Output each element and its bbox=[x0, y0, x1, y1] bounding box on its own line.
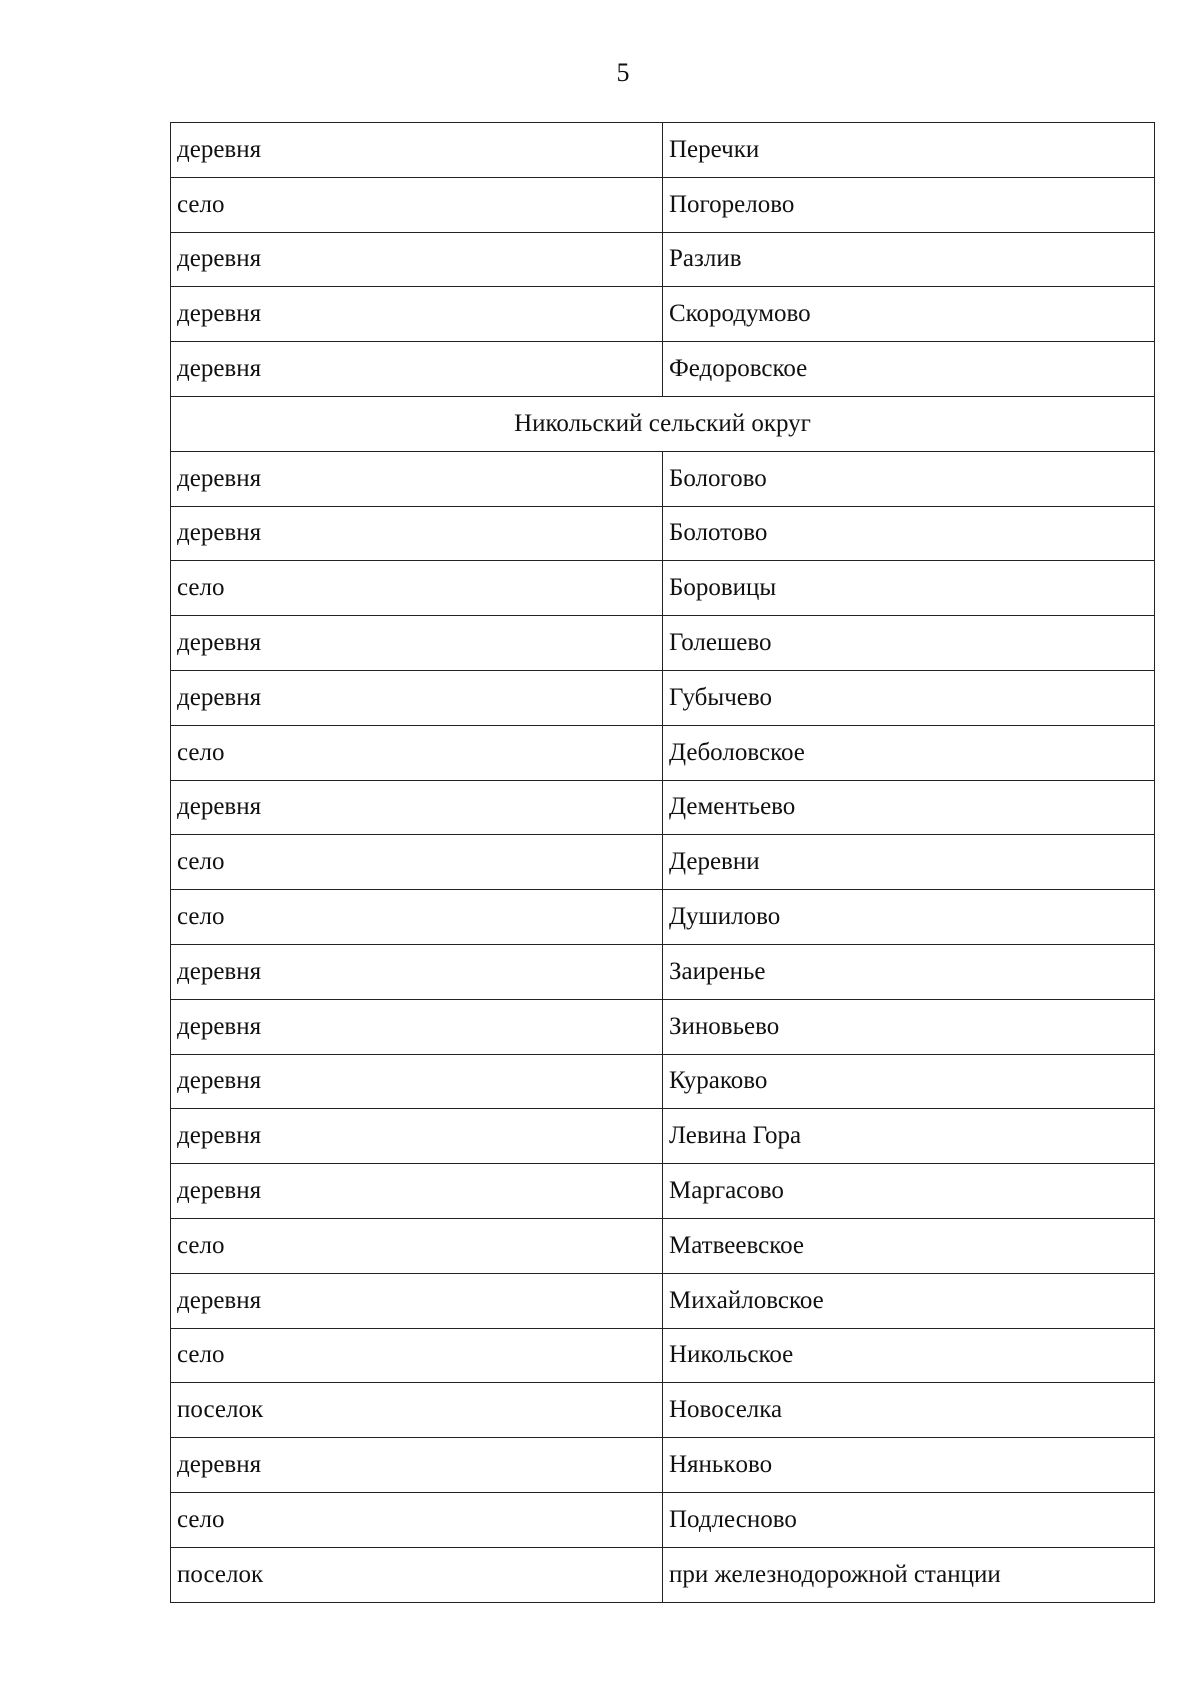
table-row bbox=[171, 451, 1155, 506]
table-row bbox=[171, 890, 1155, 945]
page-number: 5 bbox=[616, 58, 630, 87]
settlement-name-cell: Перечки bbox=[663, 123, 1155, 178]
settlement-name-cell: Федоровское bbox=[663, 342, 1155, 397]
settlement-name-cell: Новоселка bbox=[663, 1383, 1155, 1438]
table-row bbox=[171, 616, 1155, 671]
settlement-type-cell: деревня bbox=[171, 451, 663, 506]
table-row bbox=[171, 342, 1155, 397]
settlement-name-cell: Голешево bbox=[663, 616, 1155, 671]
table-row bbox=[171, 835, 1155, 890]
settlement-type-cell: село bbox=[171, 1328, 663, 1383]
table-row bbox=[171, 780, 1155, 835]
settlement-name-cell: Левина Гора bbox=[663, 1109, 1155, 1164]
settlement-type-cell: деревня bbox=[171, 287, 663, 342]
settlement-type-cell: деревня bbox=[171, 1438, 663, 1493]
settlements-table bbox=[170, 122, 1155, 1603]
table-row bbox=[171, 670, 1155, 725]
table-row bbox=[171, 1438, 1155, 1493]
settlement-name-cell: Скородумово bbox=[663, 287, 1155, 342]
table-row bbox=[171, 232, 1155, 287]
settlement-type-cell: деревня bbox=[171, 1054, 663, 1109]
table-row bbox=[171, 123, 1155, 178]
settlement-type-cell: деревня bbox=[171, 232, 663, 287]
table-row bbox=[171, 1328, 1155, 1383]
section-row bbox=[171, 396, 1155, 451]
table-row bbox=[171, 1164, 1155, 1219]
table-row bbox=[171, 561, 1155, 616]
table-row bbox=[171, 1109, 1155, 1164]
settlement-name-cell: Зиновьево bbox=[663, 999, 1155, 1054]
settlement-name-cell: Заиренье bbox=[663, 944, 1155, 999]
settlement-name-cell: Разлив bbox=[663, 232, 1155, 287]
table-row bbox=[171, 1218, 1155, 1273]
settlement-type-cell: деревня bbox=[171, 1164, 663, 1219]
settlements-table-body bbox=[171, 123, 1155, 1603]
settlement-name-cell: Нянькoво bbox=[663, 1438, 1155, 1493]
settlement-name-cell: при железнодорожной станции bbox=[663, 1547, 1155, 1602]
table-row bbox=[171, 1273, 1155, 1328]
settlement-type-cell: деревня bbox=[171, 1109, 663, 1164]
settlement-name-cell: Подлесново bbox=[663, 1492, 1155, 1547]
settlement-name-cell: Михайловское bbox=[663, 1273, 1155, 1328]
settlement-type-cell: поселок bbox=[171, 1547, 663, 1602]
table-row bbox=[171, 1547, 1155, 1602]
settlement-name-cell: Кураково bbox=[663, 1054, 1155, 1109]
settlement-name-cell: Боровицы bbox=[663, 561, 1155, 616]
settlement-name-cell: Погорелово bbox=[663, 177, 1155, 232]
table-row bbox=[171, 944, 1155, 999]
settlement-type-cell: деревня bbox=[171, 1273, 663, 1328]
settlement-type-cell: деревня bbox=[171, 123, 663, 178]
settlement-name-cell: Маргасово bbox=[663, 1164, 1155, 1219]
settlement-type-cell: поселок bbox=[171, 1383, 663, 1438]
settlement-type-cell: деревня bbox=[171, 944, 663, 999]
settlement-type-cell: деревня bbox=[171, 506, 663, 561]
settlement-name-cell: Бологово bbox=[663, 451, 1155, 506]
settlement-type-cell: село bbox=[171, 890, 663, 945]
settlement-name-cell: Душилово bbox=[663, 890, 1155, 945]
settlement-type-cell: село bbox=[171, 835, 663, 890]
settlement-name-cell: Деревни bbox=[663, 835, 1155, 890]
table-row bbox=[171, 177, 1155, 232]
settlement-type-cell: село bbox=[171, 1218, 663, 1273]
table-row bbox=[171, 725, 1155, 780]
settlement-type-cell: село bbox=[171, 561, 663, 616]
table-row bbox=[171, 1383, 1155, 1438]
settlement-type-cell: деревня bbox=[171, 342, 663, 397]
settlement-name-cell: Болотово bbox=[663, 506, 1155, 561]
settlement-type-cell: деревня bbox=[171, 999, 663, 1054]
settlement-name-cell: Матвеевское bbox=[663, 1218, 1155, 1273]
table-row bbox=[171, 506, 1155, 561]
table-row bbox=[171, 999, 1155, 1054]
settlement-type-cell: село bbox=[171, 177, 663, 232]
settlement-type-cell: деревня bbox=[171, 780, 663, 835]
settlement-type-cell: село bbox=[171, 725, 663, 780]
table-row bbox=[171, 1054, 1155, 1109]
settlement-name-cell: Никольское bbox=[663, 1328, 1155, 1383]
table-row bbox=[171, 1492, 1155, 1547]
settlement-name-cell: Губычево bbox=[663, 670, 1155, 725]
settlement-type-cell: деревня bbox=[171, 670, 663, 725]
settlement-type-cell: село bbox=[171, 1492, 663, 1547]
settlement-name-cell: Деболовское bbox=[663, 725, 1155, 780]
table-row bbox=[171, 287, 1155, 342]
settlement-name-cell: Дементьево bbox=[663, 780, 1155, 835]
settlement-type-cell: деревня bbox=[171, 616, 663, 671]
section-heading: Никольский сельский округ bbox=[171, 396, 1155, 451]
